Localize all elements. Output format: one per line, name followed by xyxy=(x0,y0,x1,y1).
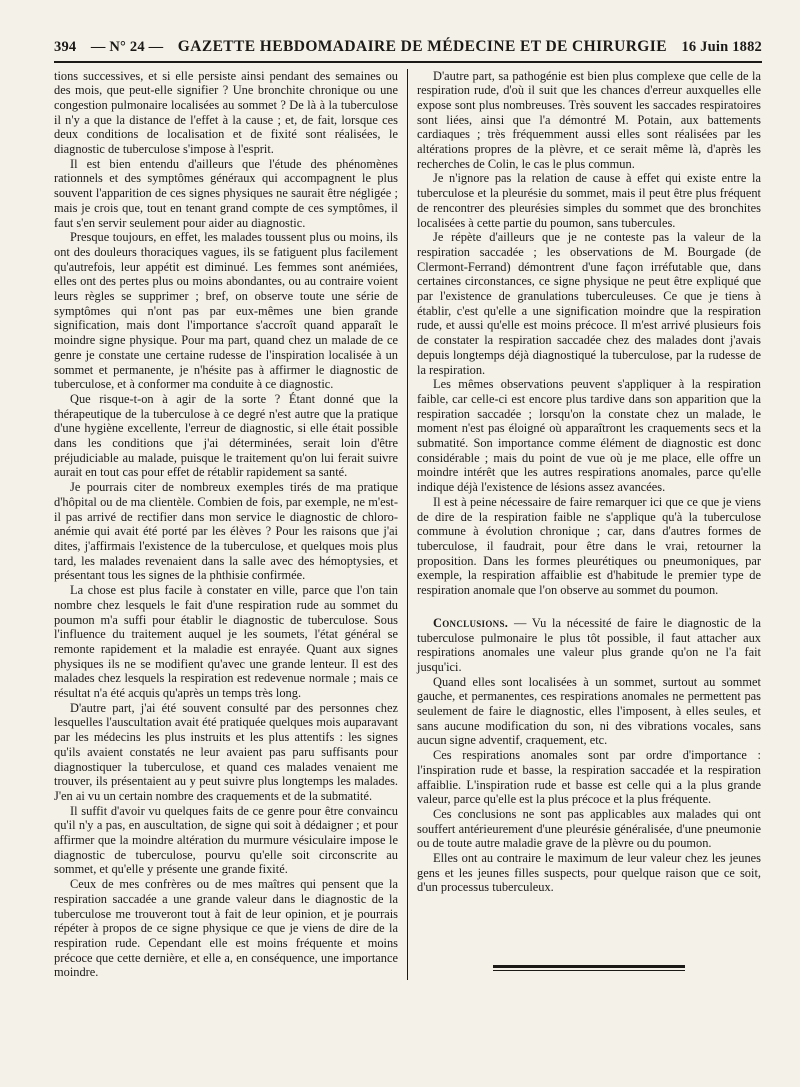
paragraph: Je pourrais citer de nombreux exemples tirés de ma pratique d'hôpital ou de ma clientèle. Combien de fois, par exemple, ne m'est-il pas arrivé de rectifier dans mon service le diagnostic de chloro-anémie qui avait été porté par les élèves ? Pour les raisons que j'ai dites, j'affirmais l'existence de la tuberculose, et quelques mois plus tard, les malades revenaient dans la salle avec des hémoptysies, et présentant tous les signes de la phthisie confirmée. xyxy=(54,480,398,583)
left-column xyxy=(54,69,407,981)
paragraph: Je n'ignore pas la relation de cause à effet qui existe entre la tuberculose et la pleurésie du sommet, mais il peut être plus fréquent de rencontrer des pleurésies simples du sommet que des bronchites localisées à cette partie du poumon, sans tubercules. xyxy=(417,171,761,230)
conclusions-heading: Conclusions. xyxy=(433,615,509,630)
paragraph: D'autre part, j'ai été souvent consulté par des personnes chez lesquelles l'auscultation avait été pratiquée quelques mois auparavant par les médecins les plus instruits et les plus attentifs : les signes qu'ils avaient constatés ne leur avaient pas paru suffisants pour diagnostiquer la tuberculose, et quand ces malades venaient me trouver, ils présentaient au y peut suivre plus longtemps les malades. J'en ai vu un certain nombre des craquements et de la submatité. xyxy=(54,700,398,803)
issue-date: 16 Juin 1882 xyxy=(681,39,762,55)
paragraph: Que risque-t-on à agir de la sorte ? Étant donné que la thérapeutique de la tuberculose à ce degré n'est autre que la pratique d'une hygiène excellente, l'erreur de diagnostic, si elle était possible dans les conditions que j'ai déterminées, serait loin d'être préjudiciable au malade, puisque le traitement qu'on lui ferait suivre aurait en tout cas pour effet de rétablir rapidement sa santé. xyxy=(54,391,398,480)
paragraph: Les mêmes observations peuvent s'appliquer à la respiration faible, car celle-ci est encore plus tardive dans son apparition que la respiration saccadée ; lorsqu'on la constate chez un malade, le moment n'est pas éloigné où apparaîtront les craquements secs et la submatité. Son importance comme élément de diagnostic est donc considérable ; mais du point de vue où je me place, elle offre un moindre intérêt que les autres respirations anomales, parce qu'elle indique déjà l'existence de lésions assez avancées. xyxy=(417,377,761,495)
header-rule xyxy=(54,61,762,63)
two-column-body xyxy=(54,69,762,981)
paragraph xyxy=(417,616,761,675)
running-header xyxy=(54,38,762,56)
paragraph: Presque toujours, en effet, les malades toussent plus ou moins, ils ont des douleurs thoraciques vagues, ils se fatiguent plus facilement qu'autrefois, leur appétit est diminué. Les femmes sont anémiées, elles ont des pertes plus ou moins abondantes, ou au contraire voient leurs règles se supprimer ; bref, on observe toute une série de symptômes qui n'ont pas par eux-mêmes une bien grande signification, mais dont l'importance s'accroît quand apparaît le moindre signe physique. Pour ma part, quand chez un malade de ce genre je constate une certaine rudesse de l'inspiration localisée à un sommet et permanente, je n'hésite pas à affirmer le diagnostic de tuberculose, et à conformer ma conduite à ce diagnostic. xyxy=(54,230,398,392)
paragraph: Quand elles sont localisées à un sommet, surtout au sommet gauche, et permanentes, ces respirations anomales ne permettent pas seulement de faire le diagnostic, elles l'imposent, à elles seules, et sans aucune modification du son, ni des vibrations vocales, sans aucun signe adventif, craquement, etc. xyxy=(417,674,761,748)
paragraph: tions successives, et si elle persiste ainsi pendant des semaines ou des mois, que peut-elle signifier ? Une bronchite chronique ou une congestion pulmonaire localisées au sommet ? De là à la tuberculose il n'y a que la distance de l'effet à la cause ; et, de fait, lorsque ces deux conditions de localisation et de fixité sont réalisées, le diagnostic de tuberculose s'impose à l'esprit. xyxy=(54,68,398,157)
journal-title: GAZETTE HEBDOMADAIRE DE MÉDECINE ET DE CHIRURGIE xyxy=(177,38,667,55)
issue-number: — N° 24 — xyxy=(90,39,164,55)
paragraph: Ceux de mes confrères ou de mes maîtres qui pensent que la respiration saccadée a une grande valeur dans le diagnostic de la tuberculose me trouveront tout à fait de leur opinion, et je pourrais répéter à propos de ce signe physique ce que je viens de dire de la respiration rude. Cependant elle est moins fréquente et moins précoce que cette dernière, et elle a, en conséquence, une importance moindre. xyxy=(54,877,398,980)
paragraph: Il suffit d'avoir vu quelques faits de ce genre pour être convaincu qu'il n'y a pas, en auscultation, de signe qui soit à dédaigner ; et pour affirmer que la moindre altération du murmure vésiculaire impose le diagnostic de tuberculose, pourvu qu'elle soit circonscrite au sommet, et qu'elle y présente une grande fixité. xyxy=(54,803,398,877)
right-column xyxy=(408,69,761,981)
paragraph: Ces respirations anomales sont par ordre d'importance : l'inspiration rude et basse, la respiration saccadée et la respiration affaiblie. L'inspiration rude et basse est celle qui a la plus grande valeur, parce qu'elle est la plus précoce et la plus fréquente. xyxy=(417,748,761,807)
paragraph: D'autre part, sa pathogénie est bien plus complexe que celle de la respiration rude, d'où il suit que les chances d'erreur auxquelles elle expose sont plus nombreuses. Très souvent les saccades respiratoires sont liées, ainsi que l'a démontré M. Potain, aux battements cardiaques ; très fréquemment aussi elles sont réalisées par les altérations propres de la plèvre, et ce serait même là, d'après les recherches de Colin, le cas le plus commun. xyxy=(417,68,761,171)
rule-thin xyxy=(493,970,686,971)
paragraph: Elles ont au contraire le maximum de leur valeur chez les jeunes gens et les jeunes filles suspects, pour quelque raison que ce soit, d'un processus tuberculeux. xyxy=(417,851,761,895)
end-of-article-rule xyxy=(493,965,686,971)
conclusions-text: — Vu la nécessité de faire le diagnostic de la tuberculose pulmonaire le plus tôt possible, il faut attacher aux respirations anomales une valeur plus grande qu'on ne l'a fait jusqu'ici. xyxy=(417,615,761,674)
paragraph: Ces conclusions ne sont pas applicables aux malades qui ont souffert antérieurement d'une pleurésie généralisée, d'une pneumonie ou de toute autre maladie grave de la plèvre ou du poumon. xyxy=(417,806,761,851)
paragraph: Il est à peine nécessaire de faire remarquer ici que ce que je viens de dire de la respiration faible ne s'applique qu'à la tuberculose commune à évolution chronique ; car, dans d'autres formes de tuberculose, il faudrait, pour être dans le vrai, retourner la proposition. Dans les formes pleurétiques ou pneumoniques, par exemple, la respiration affaiblie est d'habitude le premier type de respiration anomale que l'on observe au sommet du poumon. xyxy=(417,494,761,598)
paragraph: La chose est plus facile à constater en ville, parce que l'on tain nombre chez lesquels le fait d'une respiration rude au sommet du poumon m'a suffi pour établir le diagnostic de tuberculose. Sous l'influence du traitement auquel je les soumets, l'état général se remonte rapidement et la maladie est enrayée. Quant aux signes physiques ils ne se modifient qu'avec une grande lenteur. Il est des malades chez lesquels la respiration est redevenue normale ; mais ce résultat n'a été acquis qu'après un temps très long. xyxy=(54,583,398,701)
page-number: 394 xyxy=(54,39,77,55)
rule-thick xyxy=(493,965,686,968)
paragraph: Il est bien entendu d'ailleurs que l'étude des phénomènes rationnels et des symptômes généraux qui accompagnent le plus souvent l'apparition de ces signes physiques ne saurait être négligée ; mais je crois que, tout en tenant grand compte de ces symptômes, il faut s'en servir seulement pour aider au diagnostic. xyxy=(54,156,398,230)
paragraph: Je répète d'ailleurs que je ne conteste pas la valeur de la respiration saccadée ; les observations de M. Bourgade (de Clermont-Ferrand) démontrent d'une façon irréfutable que, dans certaines circonstances, ce signe physique ne peut être expliqué que par l'existence de granulations tuberculeuses. Ce que je tiens à établir, c'est qu'elle a une signification moindre que la respiration rude, et aussi qu'elle est moins précoce. Il m'est arrivé plusieurs fois de constater la respiration saccadée chez des malades dont j'avais depuis longtemps déjà diagnostiqué la tuberculose, par la rudesse de la respiration. xyxy=(417,230,761,377)
